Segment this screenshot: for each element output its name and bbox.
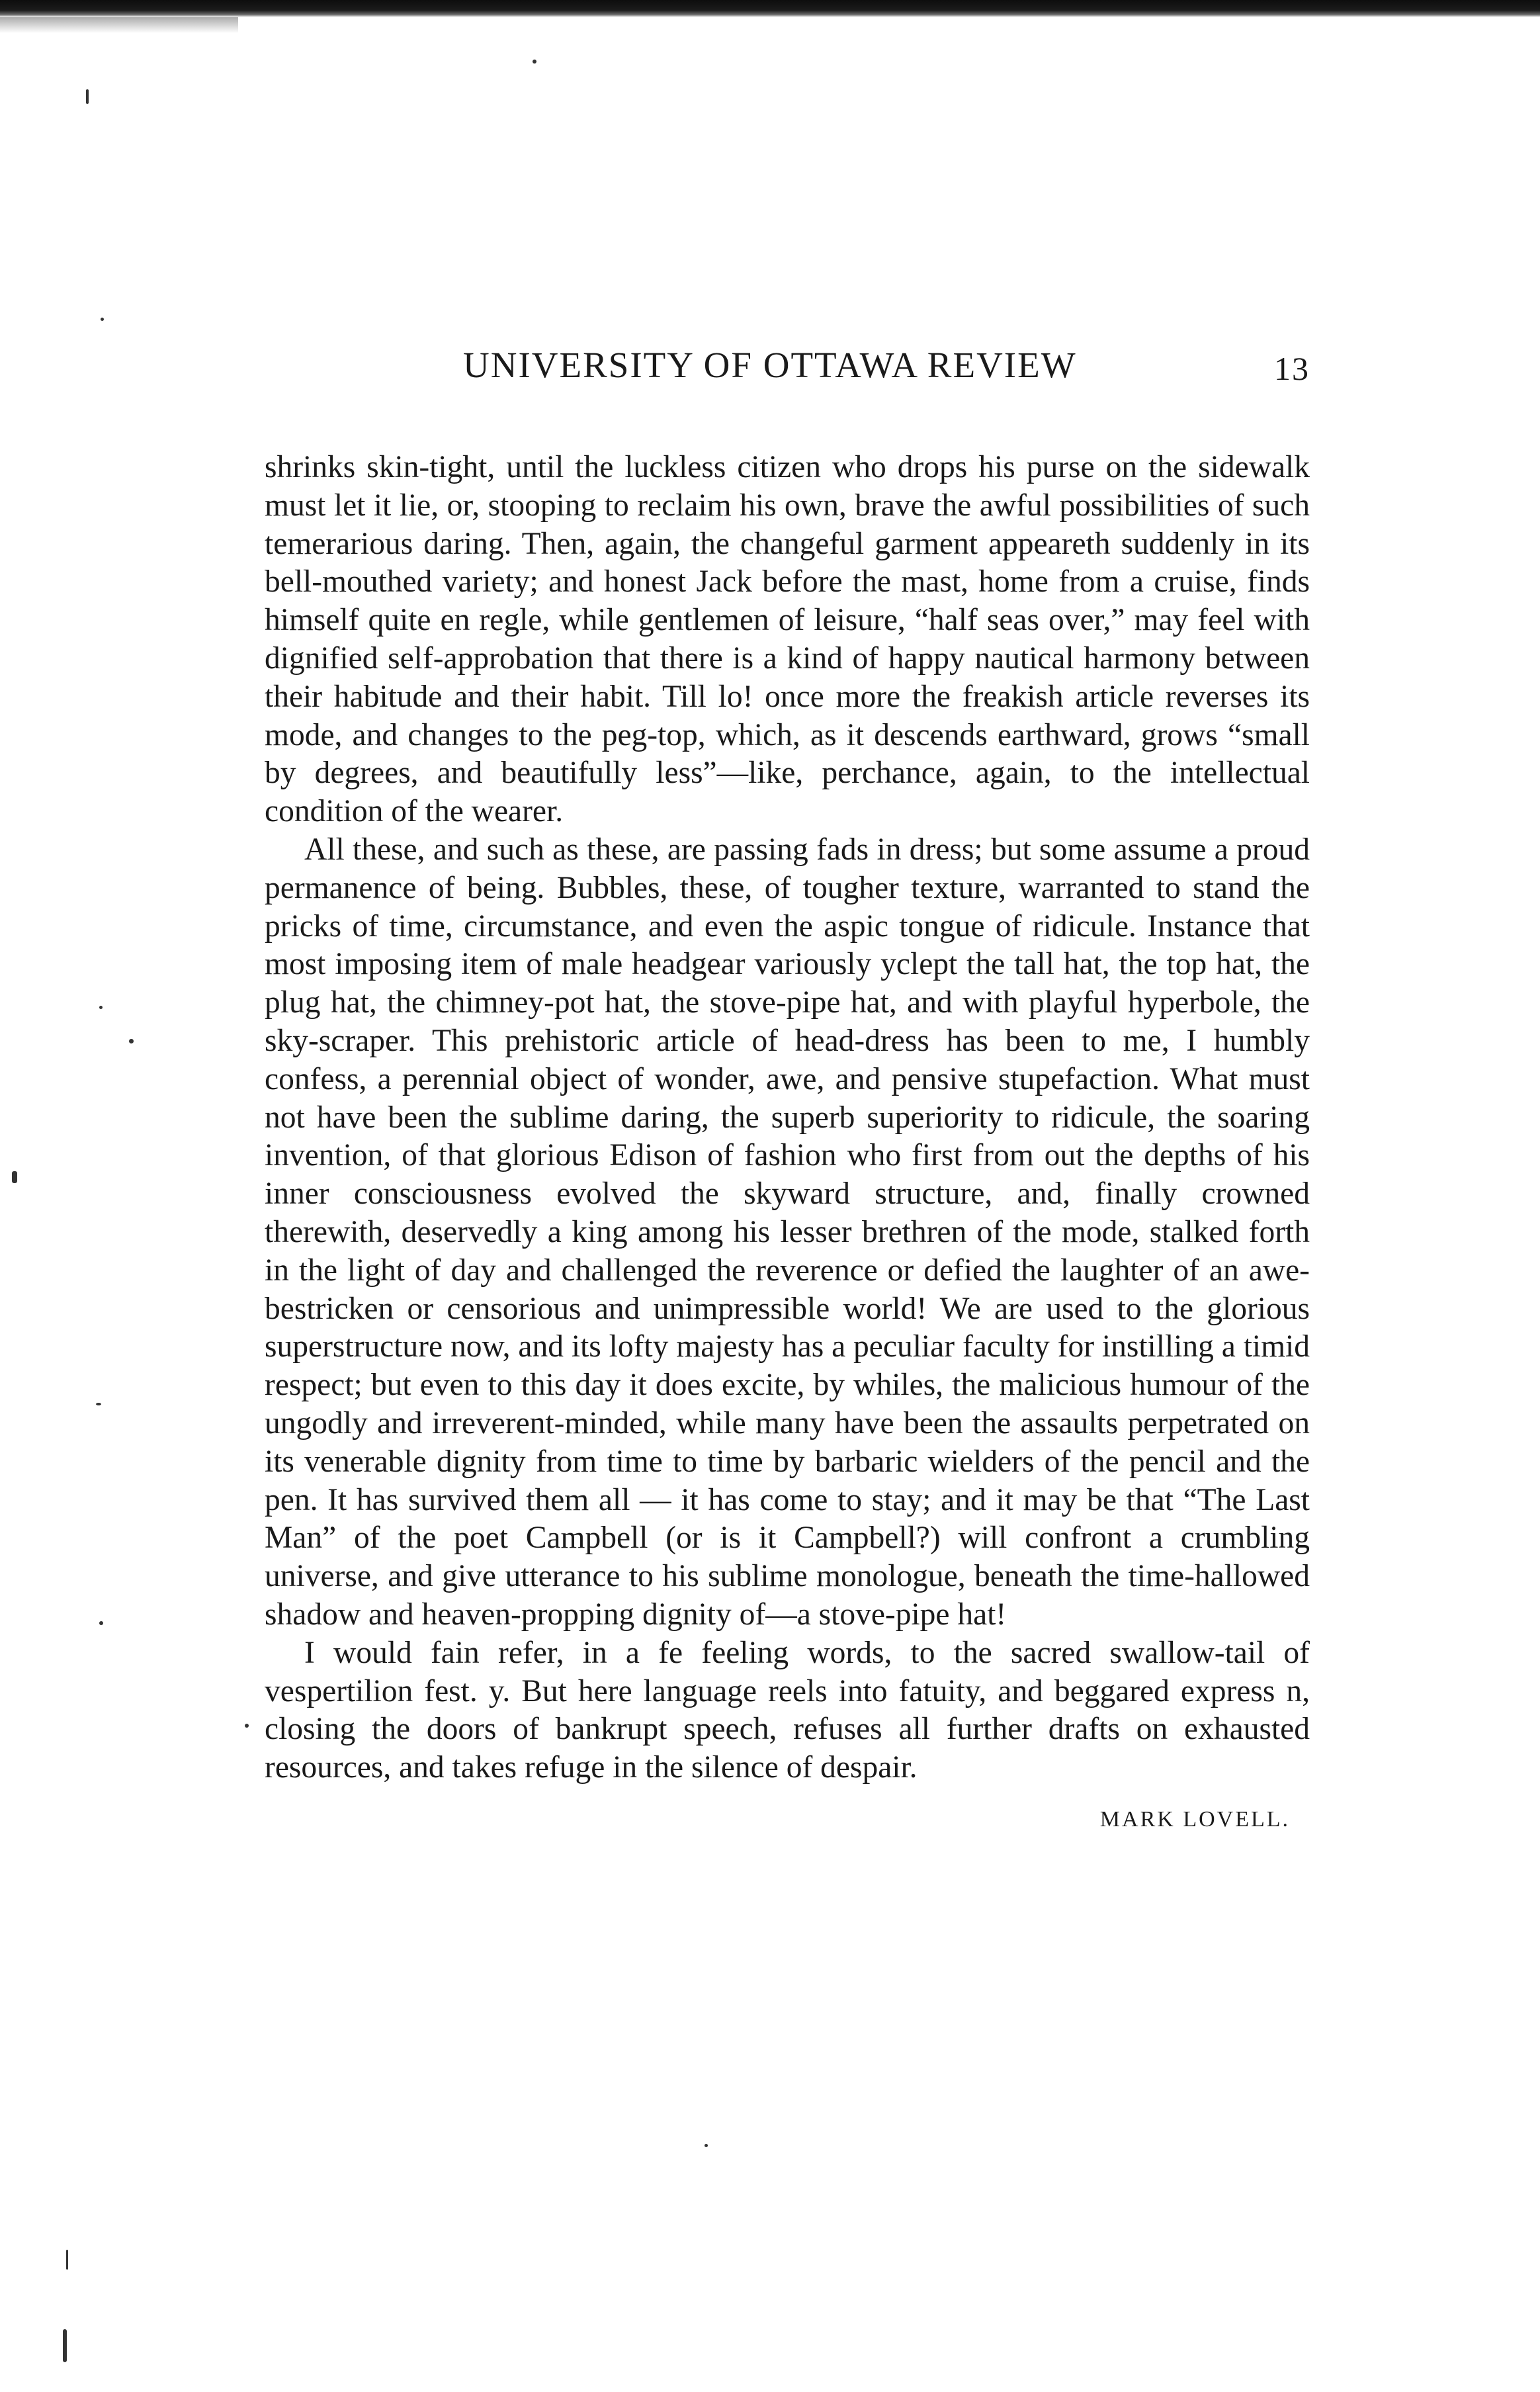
- speck: [705, 2144, 708, 2147]
- paragraph: shrinks skin-tight, until the luckless citizen who drops his purse on the sidewalk must let it lie, or, stooping to reclaim his own, brave the awful possibilities of such temerarious daring. Then, again, the changeful garment appeareth suddenly in its bell-mouthed variety; and honest Jack before the mast, home from a cruise, finds himself quite en regle, while gentlemen of leisure, “half seas over,” may feel with dignified self-approbation that there is a kind of happy nautical harmony between their habitude and their habit. Till lo! once more the freakish article reverses its mode, and changes to the peg-top, which, as it descends earthward, grows “small by degrees, and beautifully less”—like, perchance, again, to the intellectual condition of the wearer.: [265, 450, 1310, 829]
- author-signature: MARK LOVELL.: [1099, 1806, 1290, 1832]
- scan-top-shadow: [0, 17, 238, 33]
- speck: [12, 1171, 17, 1183]
- speck: [129, 1039, 134, 1043]
- speck: [99, 1006, 103, 1009]
- speck: [86, 89, 89, 104]
- speck: [99, 1621, 103, 1625]
- page-number: 13: [1274, 350, 1310, 387]
- speck: [66, 2250, 68, 2270]
- running-title: UNIVERSITY OF OTTAWA REVIEW: [463, 345, 1077, 385]
- speck: [101, 318, 104, 321]
- speck: [96, 1403, 101, 1405]
- speck: [63, 2329, 67, 2362]
- running-head: [265, 344, 1310, 397]
- paragraph: All these, and such as these, are passing fads in dress; but some assume a proud permanence of being. Bubbles, these, of tougher texture, warranted to stand the pricks of time, circumstance, and even the aspic tongue of ridicule. Instance that most imposing item of male headgear variously yclept the tall hat, the top hat, the plug hat, the chimney-pot hat, the stove-pipe hat, and with playful hyperbole, the sky-scraper. This prehistoric article of head-dress has been to me, I humbly confess, a perennial object of wonder, awe, and pensive stupefaction. What must not have been the sublime daring, the superb superiority to ridicule, the soaring invention, of that glorious Edison of fashion who first from out the depths of his inner consciousness evolved the skyward structure, and, finally crowned therewith, deservedly a king among his lesser brethren of the mode, stalked forth in the light of day and challenged the reverence or defied the laughter of an awe-bestricken or censorious and unimpressible world! We are used to the glorious superstructure now, and its lofty majesty has a peculiar faculty for instilling a timid respect; but even to this day it does excite, by whiles, the malicious humour of the ungodly and irreverent-minded, while many have been the assaults perpetrated on its venerable dignity from time to time by barbaric wielders of the pencil and the pen. It has survived them all — it has come to stay; and it may be that “The Last Man” of the poet Campbell (or is it Campbell?) will confront a crumbling universe, and give utterance to his sublime monologue, beneath the time-hallowed shadow and heaven-propping dignity of—a stove-pipe hat!: [265, 832, 1310, 1632]
- scan-top-border: [0, 0, 1540, 17]
- speck: [533, 60, 536, 64]
- document-page: [265, 344, 1310, 1832]
- article-body: [265, 449, 1310, 1787]
- paragraph: I would fain refer, in a fe feeling words, to the sacred swallow-tail of vespertilion fest. y. But here language reels into fatuity, and beggared express n, closing the doors of bankrupt speech, refuses all further drafts on exhausted resources, and takes refuge in the silence of despair.: [265, 1635, 1310, 1785]
- speck: [245, 1724, 249, 1728]
